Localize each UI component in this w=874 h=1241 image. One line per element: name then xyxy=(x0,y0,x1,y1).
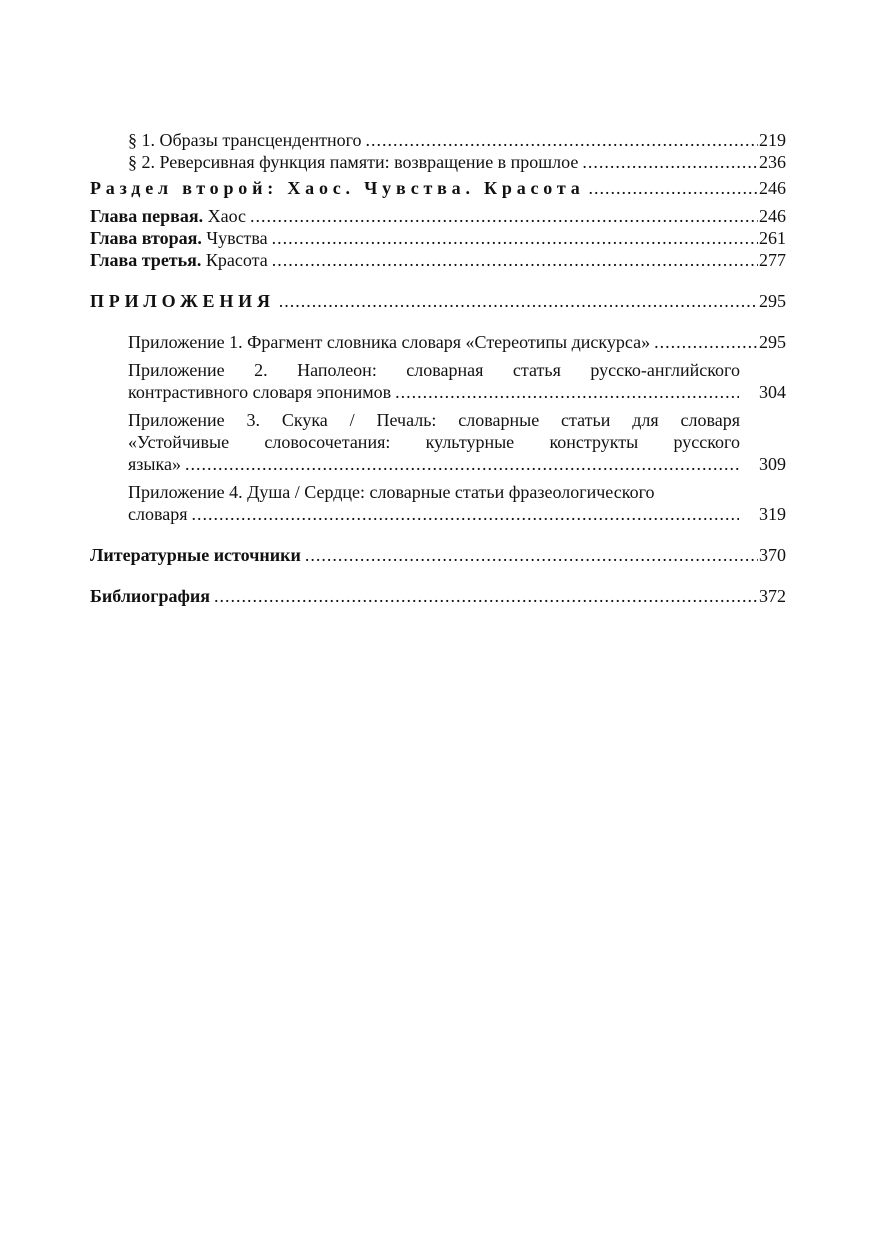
dot-leader xyxy=(366,129,758,151)
toc-entry-title-line: Приложение 4. Душа / Сердце: словарные статьи фразеологического xyxy=(128,482,655,502)
toc-entry-title-line: языка» xyxy=(128,454,181,474)
dot-leader xyxy=(395,381,739,403)
dot-leader xyxy=(214,585,758,607)
dot-leader xyxy=(250,205,758,227)
toc-page-number: 261 xyxy=(759,228,786,248)
toc-entry-appendix-1 xyxy=(90,331,786,353)
toc-entry-literary-sources xyxy=(90,544,786,566)
dot-leader xyxy=(582,151,758,173)
toc-entry-title: Красота xyxy=(205,250,268,270)
toc-page-number: 246 xyxy=(759,206,786,226)
dot-leader xyxy=(279,290,758,312)
toc-entry-title: Литературные источники xyxy=(90,545,301,565)
toc-entry-appendix-2 xyxy=(90,359,786,403)
toc-entry-part-2 xyxy=(90,177,786,199)
dot-leader xyxy=(185,453,739,475)
toc-entry-title-line: «Устойчивые словосочетания: культурные конструкты русского xyxy=(128,432,740,452)
toc-entry-title: Приложение 1. Фрагмент словника словаря «Стереотипы дискурса» xyxy=(128,332,651,352)
toc-entry-title-line: контрастивного словаря эпонимов xyxy=(128,382,392,402)
toc-chapter-label: Глава вторая. xyxy=(90,228,202,248)
toc-page-number: 319 xyxy=(759,504,786,524)
toc-entry-title: § 1. Образы трансцендентного xyxy=(128,130,362,150)
dot-leader xyxy=(589,177,758,199)
toc-page-number: 277 xyxy=(759,250,786,270)
toc-page-number: 295 xyxy=(759,332,786,352)
toc-entry-appendix-3 xyxy=(90,409,786,475)
toc-entry-appendices xyxy=(90,290,786,312)
toc-appendices-title: ПРИЛОЖЕНИЯ xyxy=(90,291,275,311)
toc-entry-title: § 2. Реверсивная функция памяти: возвращение в прошлое xyxy=(128,152,579,172)
toc-entry-section-2 xyxy=(90,151,786,173)
toc-entry-section-1 xyxy=(90,129,786,151)
toc-entry-chapter-3 xyxy=(90,249,786,271)
dot-leader xyxy=(305,544,758,566)
toc-page-number: 236 xyxy=(759,152,786,172)
toc-entry-title-line: словаря xyxy=(128,504,188,524)
toc-page-number: 295 xyxy=(759,291,786,311)
toc-entry-bibliography xyxy=(90,585,786,607)
dot-leader xyxy=(192,503,739,525)
toc-page-number: 309 xyxy=(759,454,786,474)
toc-chapter-label: Глава третья. xyxy=(90,250,202,270)
toc-entry-title: Хаос xyxy=(207,206,247,226)
toc-entry-title: Библиография xyxy=(90,586,211,606)
dot-leader xyxy=(272,249,758,271)
table-of-contents xyxy=(90,129,786,607)
toc-entry-title: Чувства xyxy=(206,228,268,248)
dot-leader xyxy=(654,331,758,353)
toc-entry-appendix-4 xyxy=(90,481,786,525)
toc-page-number: 372 xyxy=(759,586,786,606)
toc-page-number: 370 xyxy=(759,545,786,565)
toc-entry-title-line: Приложение 2. Наполеон: словарная статья русско-английского xyxy=(128,360,740,380)
toc-entry-chapter-2 xyxy=(90,227,786,249)
dot-leader xyxy=(272,227,758,249)
toc-page-number: 304 xyxy=(759,382,786,402)
toc-part-title: Раздел второй: Хаос. Чувства. Красота xyxy=(90,178,585,198)
toc-entry-chapter-1 xyxy=(90,205,786,227)
toc-entry-title-line: Приложение 3. Скука / Печаль: словарные статьи для словаря xyxy=(128,410,740,430)
toc-page-number: 219 xyxy=(759,130,786,150)
toc-chapter-label: Глава первая. xyxy=(90,206,204,226)
toc-page-number: 246 xyxy=(759,178,786,198)
